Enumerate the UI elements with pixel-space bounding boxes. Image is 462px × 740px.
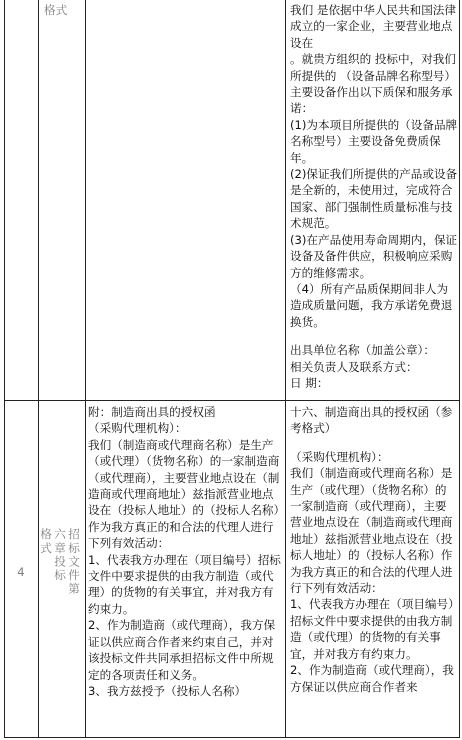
warranty-commitment-cell <box>290 2 458 391</box>
paragraph: 附：制造商出具的授权函 <box>88 405 216 419</box>
paragraph: (3)在产品使用寿命周期内，保证设备及备件供应，积极响应采购方的维修需求。 <box>290 232 458 280</box>
row-label-column: 格式 <box>39 528 53 556</box>
authorization-letter-right-cell <box>290 404 458 695</box>
paragraph: 我们 是依据中华人民共和国法律成立的一家企业，主要营业地点设在 <box>290 3 456 50</box>
paragraph: （采购代理机构）： <box>88 421 187 436</box>
column-divider-3 <box>285 0 286 738</box>
paragraph: 我们（制造商或代理商名称）是生产（或代理）（货物名称）的一家制造商（或代理商），主要营业地点设在（制造商或代理商地址）兹指派营业地点设在（投标人地址）的（投标人名称）作为我方真正的和合法的代理人进行下列有效活动： <box>88 437 280 551</box>
paragraph: 3、我方兹授予（投标人名称） <box>88 683 247 698</box>
paragraph: 2、作为制造商（或代理商），我方保证以供应商合作者来 <box>290 663 454 694</box>
row-label-column: 六章投标 <box>53 528 67 583</box>
paragraph: (2)保证我们所提供的产品或设备是全新的，未使用过，完成符合国家、部门强制性质量标准与技术规范。 <box>290 167 458 231</box>
paragraph: （4）所有产品质保期间非人为造成质量问题，我方承诺免费退换货。 <box>290 281 453 329</box>
authorization-letter-left-cell <box>88 404 284 699</box>
paragraph: 我们（制造商或代理商名称）是生产（或代理）（货物名称）的一家制造商（或代理商），主要营业地点设在（制造商或代理商地址）兹指派营业地点设在（投标人地址）的（投标人名称）作为我方真正的和合法的代理人进行下列有效活动： <box>290 466 453 596</box>
signature-line: 出具单位名称（加盖公章）： <box>290 343 435 358</box>
paragraph: 。就贵方组织的 投标中，对我们所提供的 （设备品牌名称型号）主要设备作出以下质保和服务承诺： <box>290 52 456 116</box>
signature-line: 日 期： <box>290 375 329 390</box>
paragraph: 十六、制造商出具的授权函（参考格式） <box>290 405 453 436</box>
paragraph: (1)为本项目所提供的（设备品牌名称型号）主要设备免费质保 年。 <box>290 117 458 165</box>
row-divider <box>4 400 460 401</box>
paragraph: 1、代表我方办理在（项目编号）招标文件中要求提供的由我方制造（或代理）的货物的有关事宜，并对我方有约束力。 <box>88 552 281 616</box>
column-divider-1 <box>38 0 39 738</box>
row-label-column: 招标文件第 <box>67 528 81 596</box>
paragraph: 1、代表我方办理在（项目编号）招标文件中要求提供的由我方制造（或代理）的货物的有关事宜，并对我方有约束力。 <box>290 597 454 661</box>
signature-line: 相关负责人及联系方式： <box>290 359 418 374</box>
row-label-format: 格式 <box>44 3 68 17</box>
column-divider-2 <box>85 0 86 738</box>
row-number: 4 <box>17 565 25 579</box>
paragraph: 2、作为制造商（或代理商），我方保证以供应商合作者来约束自己，并对该投标文件共同承担招标文件中所规定的各项责任和义务。 <box>88 618 276 682</box>
paragraph: （采购代理机构）： <box>290 449 389 464</box>
